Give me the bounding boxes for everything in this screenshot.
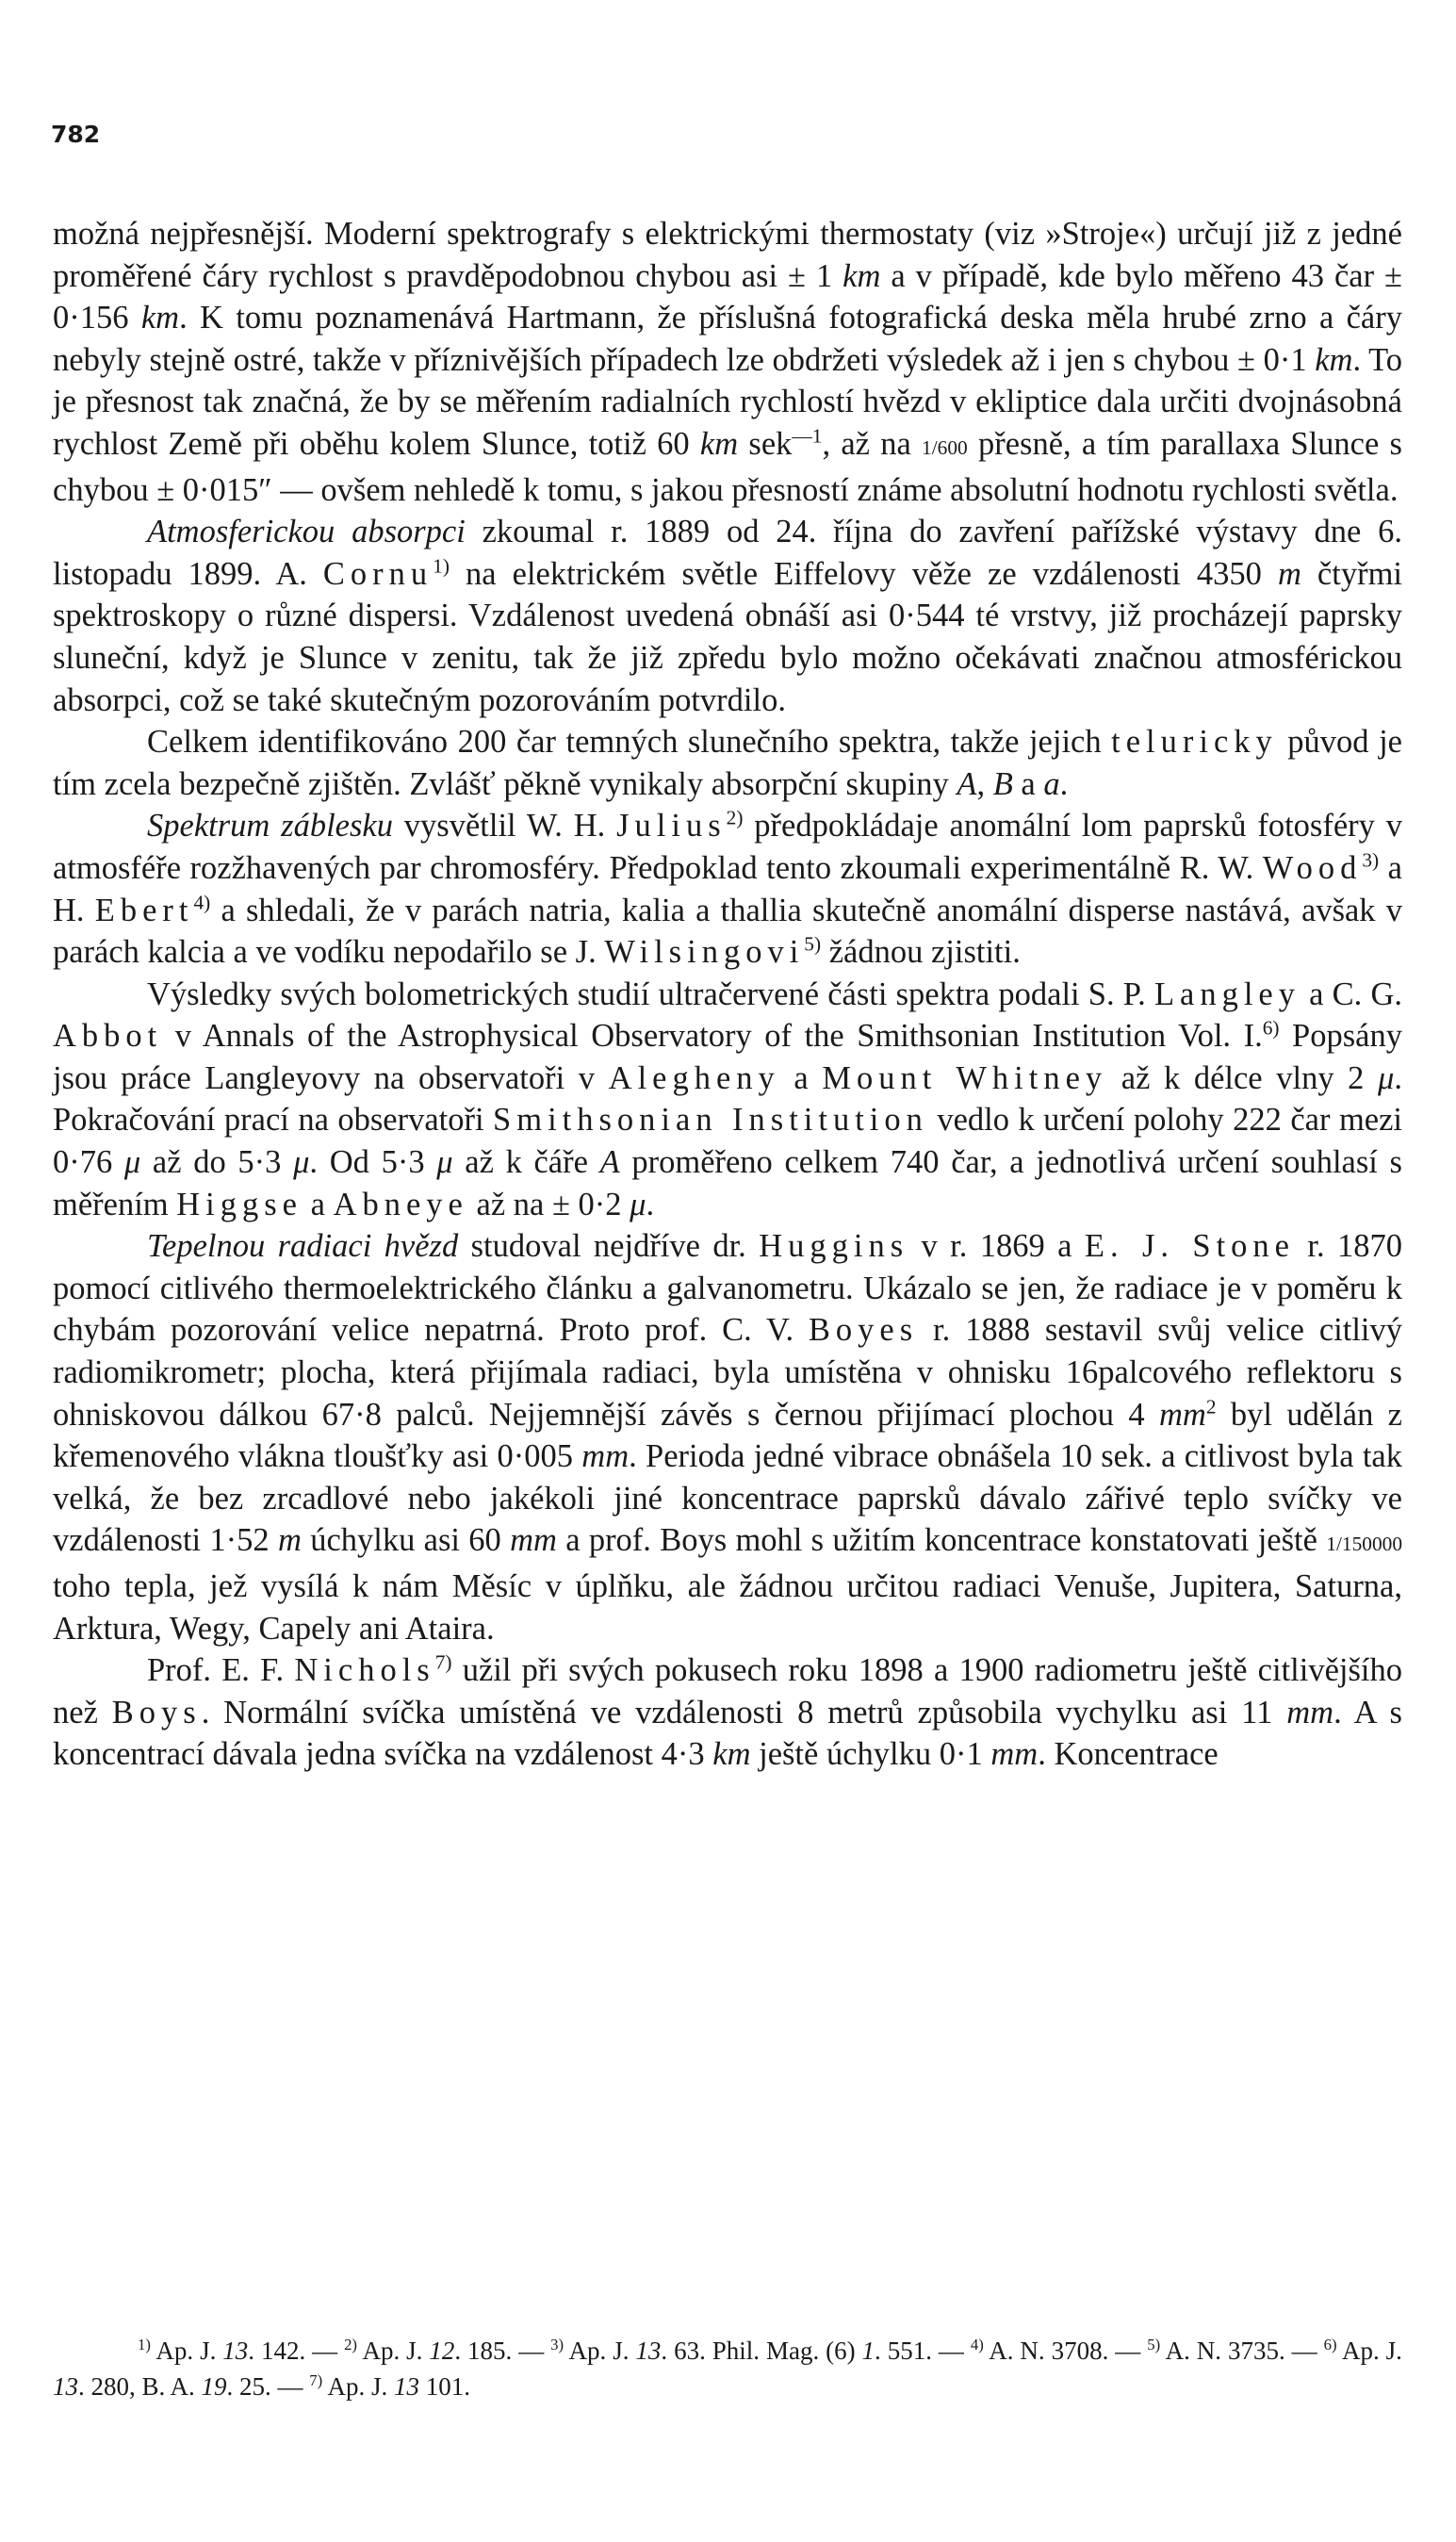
text-run: . <box>646 1186 655 1222</box>
footnote-text: Ap. J. <box>322 2372 395 2401</box>
footnote-marker: 2) <box>344 2336 358 2353</box>
footnote-text: 101. <box>419 2372 471 2401</box>
exponent: 2 <box>1205 1395 1217 1419</box>
volume-number: 19 <box>201 2372 227 2401</box>
unit-mu: μ <box>293 1144 310 1181</box>
body-text <box>53 213 1402 1776</box>
person-name: Julius <box>616 808 727 845</box>
fraction: 1/150000 <box>1326 1533 1403 1556</box>
footnote-marker: 3) <box>550 2336 564 2353</box>
footnote-ref: 5) <box>804 932 822 956</box>
unit-mm: mm <box>510 1522 557 1559</box>
institution-name: Smithsonian Institution <box>493 1102 928 1139</box>
text-run: zkoumal r. 1889 od 24. října do zavření pařížské výstavy dne 6. listopadu 1899. A. <box>53 514 1402 592</box>
text-run: a prof. Boys mohl s užitím koncentrace konstatovati ještě <box>556 1522 1327 1559</box>
text-run: . Koncentrace <box>1038 1736 1219 1773</box>
footnotes <box>53 2333 1402 2404</box>
text-run: sek <box>738 425 793 462</box>
text-run: Popsány jsou práce Langleyovy na observatoři v <box>53 1018 1402 1096</box>
text-run: možná nejpřesnější. Moderní spektrografy s elektrickými thermostaty (viz »Stroje«) určují již z jedné proměřené čáry rychlost s pravděpodobnou chybou asi ± 1 <box>53 216 1402 294</box>
person-name: Ebert <box>94 892 194 928</box>
footnote-ref: 1) <box>433 554 450 578</box>
text-run: . Normální svíčka umístěná ve vzdálenosti 8 metrů způsobila vychylku asi 11 <box>201 1694 1287 1730</box>
person-name: Abbot <box>53 1018 163 1055</box>
place-name: Alegheny <box>608 1059 780 1096</box>
text-run: , <box>976 765 993 802</box>
text-run: . Od 5·3 <box>309 1144 437 1181</box>
unit-mu: μ <box>630 1186 646 1222</box>
volume-number: 1 <box>861 2337 875 2365</box>
person-name: Huggins <box>759 1228 909 1265</box>
unit-km: km <box>843 257 881 294</box>
text-run: úchylku asi 60 <box>301 1522 511 1559</box>
text-run: a <box>1012 765 1044 802</box>
text-run: až na ± 0·2 <box>467 1186 630 1222</box>
footnote-text: . 63. Phil. Mag. (6) <box>661 2337 862 2365</box>
emphasis-term: teluricky <box>1111 724 1278 761</box>
volume-number: 13 <box>53 2372 78 2401</box>
text-run: žádnou zjistiti. <box>821 934 1021 971</box>
exponent: —1 <box>792 424 823 448</box>
footnote-text: . 551. — <box>875 2337 971 2365</box>
footnote-ref: 6) <box>1262 1016 1280 1040</box>
person-name: Cornu <box>322 555 434 592</box>
text-run: přesně, a tím parallaxa Slunce s chybou ± 0·015″ — ovšem nehledě k tomu, s jakou přesností známe absolutní hodnotu rychlosti světla. <box>53 425 1402 508</box>
person-name: Nichols <box>294 1652 435 1689</box>
volume-number: 13 <box>394 2372 420 2401</box>
section-term: Spektrum záblesku <box>147 808 393 845</box>
volume-number: 12 <box>429 2337 455 2365</box>
group-label: A <box>957 765 977 802</box>
person-name: E. J. Stone <box>1084 1228 1295 1265</box>
unit-mm: mm <box>990 1736 1039 1773</box>
text-run: r. 1888 sestavil svůj velice citlivý radiomikrometr; plocha, která přijímala radiaci, byla umístěna v ohnisku 16palcového reflektoru s ohniskovou dálkou 67·8 palců. Nejjemnější závěs s černou přijímací plochou 4 <box>53 1312 1402 1433</box>
person-name: Boyes <box>808 1312 919 1349</box>
group-label: B <box>992 765 1013 802</box>
text-run: byl udělán z křemenového vlákna tloušťky asi 0·005 <box>53 1396 1402 1475</box>
paragraph <box>53 1225 1402 1649</box>
footnote-block <box>53 2333 1402 2404</box>
footnote-marker: 4) <box>970 2336 984 2353</box>
text-run: a C. G. <box>1301 976 1402 1012</box>
paragraph <box>53 213 1402 511</box>
text-run: předpokládaje anomální lom paprsků fotosféry v atmosféře rozžhavených par chromosféry. Předpoklad tento zkoumali experimentálně R. W. <box>53 808 1402 886</box>
text-run: v Annals of the Astrophysical Observatory of the Smithsonian Institution Vol. I. <box>162 1018 1263 1055</box>
unit-mu: μ <box>436 1144 453 1181</box>
unit-km: km <box>140 300 180 336</box>
group-label: a <box>1043 765 1060 802</box>
unit-mm: mm <box>1286 1694 1334 1730</box>
footnote-text: Ap. J. <box>564 2337 636 2365</box>
fraction: 1/600 <box>922 435 968 459</box>
footnote-ref: 2) <box>726 806 744 829</box>
unit-mu: μ <box>123 1144 141 1181</box>
footnote-marker: 6) <box>1323 2336 1337 2353</box>
footnote-ref: 3) <box>1362 848 1380 872</box>
place-name: Mount Whitney <box>822 1059 1108 1096</box>
footnote-text: . 280, B. A. <box>78 2372 202 2401</box>
footnote-marker: 7) <box>309 2371 323 2389</box>
text-run: a <box>303 1186 334 1222</box>
footnote-text: Ap. J. <box>357 2337 430 2365</box>
line-label: A <box>599 1144 620 1181</box>
footnote-text: A. N. 3708. — <box>983 2337 1148 2365</box>
text-run: a v případě, kde bylo měřeno 43 čar ± 0·156 <box>53 257 1402 336</box>
text-run: na elektrickém světle Eiffelovy věže ze vzdálenosti 4350 <box>449 555 1278 592</box>
paragraph <box>53 511 1402 721</box>
footnote-marker: 5) <box>1147 2336 1161 2353</box>
text-run: . To je přesnost tak značná, že by se měřením radialních rychlostí hvězd v ekliptice dala určiti dvojnásobná rychlost Země při oběhu kolem Slunce, totiž 60 <box>53 341 1402 462</box>
footnote-text: Ap. J. <box>150 2337 223 2365</box>
footnote-text: A. N. 3735. — <box>1160 2337 1324 2365</box>
text-run: . Perioda jedné vibrace obnášela 10 sek. a citlivost byla tak velká, že bez zrcadlové nebo jakékoli jiné koncentrace paprsků dávalo zářivé teplo svíčky ve vzdálenosti 1·52 <box>53 1438 1402 1559</box>
text-run: . A s koncentrací dávala jedna svíčka na vzdálenost 4·3 <box>53 1694 1402 1773</box>
text-run: původ je tím zcela bezpečně zjištěn. Zvlášť pěkně vynikaly absorpční skupiny <box>53 724 1402 802</box>
text-run: až do 5·3 <box>140 1144 294 1181</box>
footnote-marker: 1) <box>138 2336 151 2353</box>
person-name: Wilsingovi <box>604 934 805 971</box>
person-name: Boys <box>111 1694 202 1730</box>
unit-mm: mm <box>581 1438 630 1475</box>
text-run: r. 1870 pomocí citlivého thermoelektrického článku a galvanometru. Ukázalo se jen, že radiace je v poměru k chybám pozorování velice nepatrná. Proto prof. C. V. <box>53 1228 1402 1349</box>
footnote-text: . 185. — <box>454 2337 551 2365</box>
text-run: v r. 1869 a <box>908 1228 1085 1265</box>
text-run: ještě úchylku 0·1 <box>750 1736 991 1773</box>
person-name: Wood <box>1262 849 1363 886</box>
unit-km: km <box>712 1736 751 1773</box>
text-run: proměřeno celkem 740 čar, a jednotlivá určení souhlasí s měřením <box>53 1144 1402 1222</box>
text-run: a shledali, že v parách natria, kalia a thallia skutečně anomální disperse nastává, avšak v parách kalcia a ve vodíku nepodařilo se J. <box>53 892 1403 971</box>
text-run: Prof. E. F. <box>147 1652 295 1689</box>
unit-m: m <box>277 1522 302 1559</box>
volume-number: 13 <box>635 2337 662 2365</box>
text-run: vedlo k určení polohy 222 čar mezi 0·76 <box>53 1102 1402 1181</box>
footnote-text: Ap. J. <box>1336 2337 1402 2365</box>
section-term: Tepelnou radiaci hvězd <box>147 1228 459 1265</box>
unit-km: km <box>1315 341 1353 378</box>
footnote-text: . 142. — <box>248 2337 345 2365</box>
unit-km: km <box>699 425 739 462</box>
footnote-ref: 7) <box>434 1650 452 1674</box>
text-run: , až na <box>822 425 923 462</box>
text-run: toho tepla, jež vysílá k nám Měsíc v úplňku, ale žádnou určitou radiaci Venuše, Jupitera, Saturna, Arktura, Wegy, Capely ani Ataira. <box>53 1568 1402 1647</box>
paragraph <box>53 721 1402 805</box>
unit-m: m <box>1277 555 1301 592</box>
text-run: Výsledky svých bolometrických studií ultračervené části spektra podali S. P. <box>147 976 1154 1012</box>
paragraph <box>53 974 1402 1226</box>
footnote-text: . 25. — <box>226 2372 310 2401</box>
section-term: Atmosferickou absorpci <box>147 514 466 550</box>
text-run: . K tomu poznamenává Hartmann, že příslušná fotografická deska měla hrubé zrno a čáry nebyly stejně ostré, takže v příznivějších případech lze obdržeti výsledek až i jen s chybou ± 0·1 <box>53 300 1402 378</box>
page-number: 782 <box>51 121 101 148</box>
text-run: a <box>779 1059 823 1096</box>
text-run: čtyřmi spektroskopy o různé dispersi. Vzdálenost uvedená obnáší asi 0·544 té vrstvy, již procházejí paprsky sluneční, když je Slunce v zenitu, tak že již zpředu bylo možno očekávati značnou atmosférickou absorpci, což se také skutečným pozorováním potvrdilo. <box>53 555 1402 718</box>
text-run: studoval nejdříve dr. <box>458 1228 760 1265</box>
text-run: až k délce vlny 2 <box>1107 1059 1379 1096</box>
person-name: Langley <box>1153 976 1301 1012</box>
text-run: . Pokračování prací na observatoři <box>53 1059 1402 1139</box>
unit-mu: μ <box>1378 1059 1395 1096</box>
paragraph <box>53 805 1402 973</box>
text-run: vysvětlil W. H. <box>392 808 617 845</box>
person-name: Abneye <box>333 1186 468 1222</box>
text-run: a H. <box>53 849 1402 928</box>
text-run: užil při svých pokusech roku 1898 a 1900 radiometru ještě citlivějšího než <box>53 1652 1402 1730</box>
unit-mm: mm <box>1159 1396 1206 1433</box>
text-run: . <box>1059 765 1069 802</box>
paragraph <box>53 1649 1402 1776</box>
text-run: až k čáře <box>452 1144 600 1181</box>
person-name: Higgse <box>176 1186 303 1222</box>
text-run: Celkem identifikováno 200 čar temných slunečního spektra, takže jejich <box>147 724 1112 761</box>
footnote-ref: 4) <box>193 891 211 913</box>
volume-number: 13 <box>222 2337 249 2365</box>
